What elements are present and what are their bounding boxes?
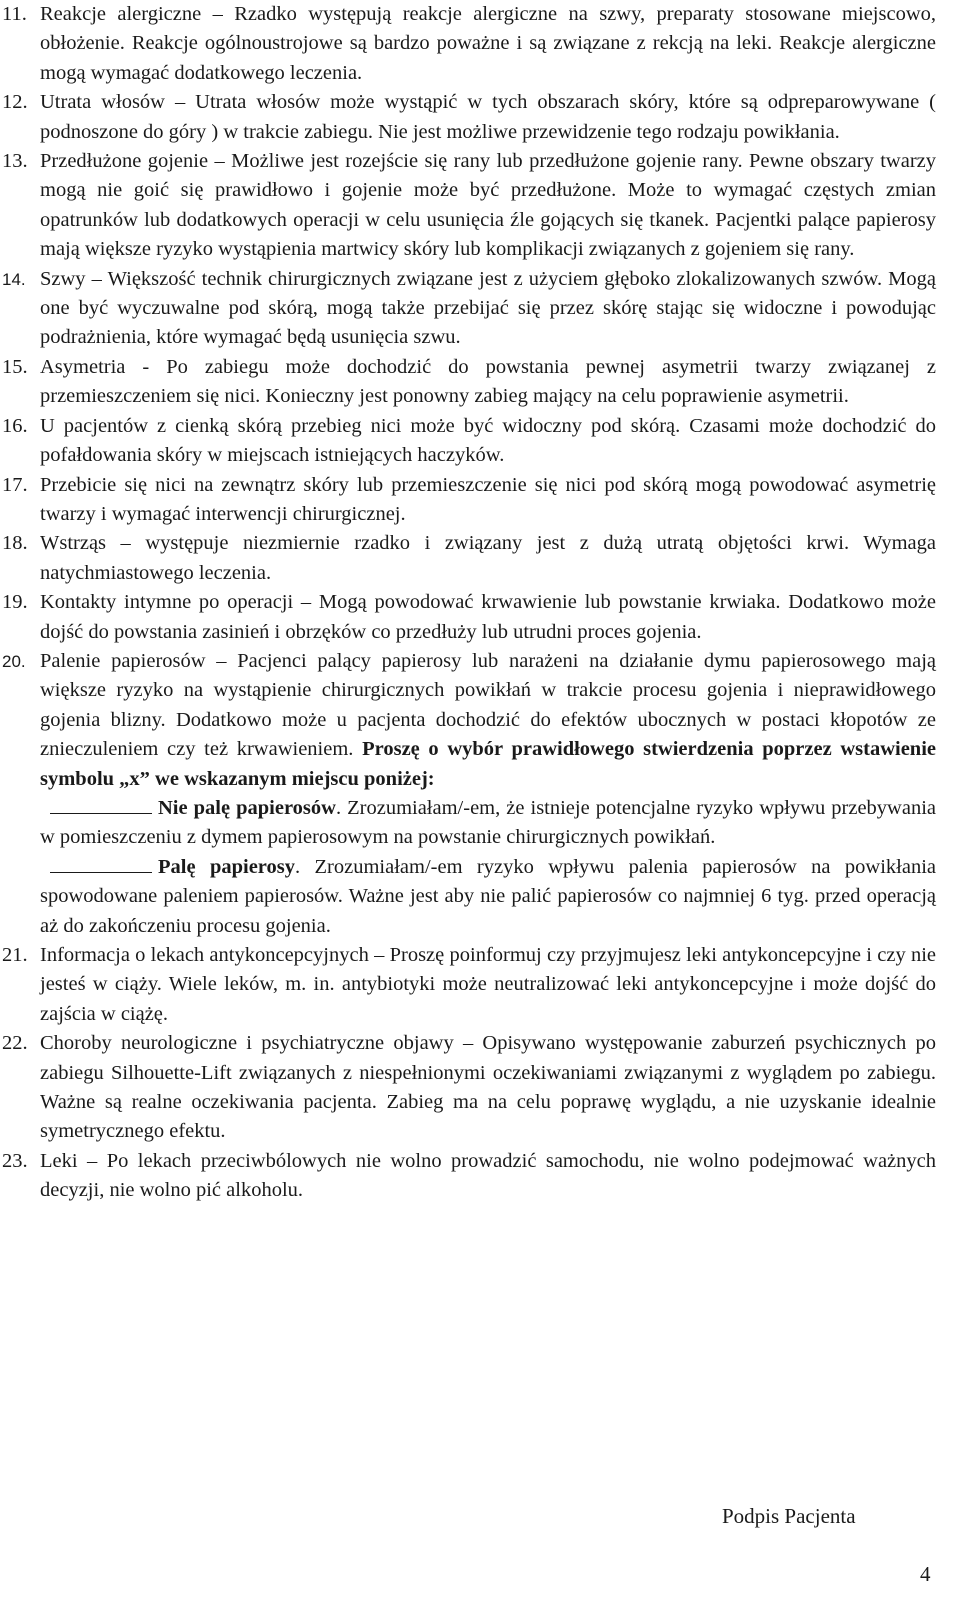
smoker-label: Palę papierosy	[158, 855, 296, 878]
list-item	[0, 1147, 936, 1206]
item-number: 16.	[2, 414, 28, 437]
list-item	[0, 588, 936, 647]
item-number: 19.	[2, 591, 28, 614]
item-number: 22.	[2, 1032, 28, 1055]
smoking-instruction: Proszę o wybór prawidłowego stwierdzenia poprzez wstawienie symbolu „x” we wskazanym miejscu poniżej:	[40, 738, 936, 790]
non-smoker-blank-field[interactable]	[50, 795, 152, 814]
list-item	[0, 0, 936, 88]
smoking-description: Palenie papierosów – Pacjenci palący papierosy lub narażeni na działanie dymu papierosowego mają większe ryzyko na wystąpienie chirurgicznych powikłań w trakcie procesu gojenia i nieprawidłowego gojenia blizny. Dodatkowo może u pacjenta dochodzić do efektów ubocznych w postaci kłopotów ze znieczuleniem czy też krwawieniem.	[40, 649, 936, 761]
list-item	[0, 147, 936, 265]
list-item	[0, 265, 936, 353]
item-number: 20.	[2, 651, 26, 671]
item-number: 18.	[2, 532, 28, 555]
item-number: 15.	[2, 355, 28, 378]
item-number: 17.	[2, 473, 28, 496]
list-item	[0, 941, 936, 1029]
smoker-text: . Zrozumiałam/-em ryzyko wpływu palenia papierosów na powikłania spowodowane paleniem papierosów. Ważne jest aby nie palić papierosów co najmniej 6 tyg. przed operacją aż do zakończeniu procesu gojenia.	[40, 855, 936, 937]
item-number: 14.	[2, 269, 26, 289]
item-number: 11.	[2, 3, 27, 25]
item-text: Wstrząs – występuje niezmiernie rzadko i związany jest z dużą utratą objętości krwi. Wymaga natychmiastowego leczenia.	[40, 532, 936, 584]
list-item	[0, 1029, 936, 1147]
page-number: 4	[920, 1562, 931, 1586]
smoker-blank-field[interactable]	[50, 854, 152, 873]
item-number: 12.	[2, 91, 28, 114]
patient-signature-label: Podpis Pacjenta	[722, 1504, 856, 1528]
item-text: U pacjentów z cienką skórą przebieg nici może być widoczny pod skórą. Czasami może dochodzić do pofałdowania skóry w miejscach istniejących haczyków.	[40, 414, 936, 467]
option-non-smoker	[40, 794, 936, 853]
item-text: Przebicie się nici na zewnątrz skóry lub przemieszczenie się nici pod skórą mogą powodować asymetrię twarzy i wymagać interwencji chirurgicznej.	[40, 473, 936, 525]
item-text: Leki – Po lekach przeciwbólowych nie wolno prowadzić samochodu, nie wolno podejmować ważnych decyzji, nie wolno pić alkoholu.	[40, 1149, 936, 1202]
list-item	[0, 88, 936, 147]
item-text: Reakcje alergiczne – Rzadko występują reakcje alergiczne na szwy, preparaty stosowane miejscowo, obłożenie. Reakcje ogólnoustrojowe są bardzo poważne i są związane z rekcją na leki. Reakcje alergiczne mogą wymagać dodatkowego leczenia.	[40, 3, 936, 84]
list-item	[0, 412, 936, 471]
item-text: Choroby neurologiczne i psychiatryczne objawy – Opisywano występowanie zaburzeń psychicznych po zabiegu Silhouette-Lift związanych z niespełnionymi oczekiwaniami związanymi z wyglądem po zabiegu. Ważne są realne oczekiwania pacjenta. Zabieg ma na celu poprawę wyglądu, a nie uzyskanie idealnie symetrycznego efektu.	[40, 1032, 936, 1143]
item-text: Przedłużone gojenie – Możliwe jest rozejście się rany lub przedłużone gojenie rany. Pewne obszary twarzy mogą nie goić się prawidłowo i gojenie może być przedłużone. Może to wymagać częstych zmian opatrunków lub dodatkowych operacji w celu usunięcia źle gojących się tkanek. Pacjentki palące papierosy mają większe ryzyko wystąpienia martwicy skóry lub komplikacji związanych z gojeniem się rany.	[40, 150, 936, 261]
non-smoker-label: Nie palę papierosów	[158, 796, 336, 819]
item-number: 21.	[2, 944, 28, 966]
list-item-smoking	[0, 647, 936, 941]
item-text: Szwy – Większość technik chirurgicznych związane jest z użyciem głęboko zlokalizowanych szwów. Mogą one być wyczuwalne pod skórą, mogą także przebijać się przez skórę stając się widoczne i powodując podrażnienia, które wymagać będą usunięcia szwu.	[40, 267, 936, 349]
option-smoker	[40, 853, 936, 941]
item-text: Informacja o lekach antykoncepcyjnych – Proszę poinformuj czy przyjmujesz leki antykoncepcyjne i czy nie jesteś w ciąży. Wiele leków, m. in. antybiotyki może neutralizować leki antykoncepcyjne i może dojść do zajścia w ciążę.	[40, 944, 936, 1025]
list-item	[0, 353, 936, 412]
item-text: Utrata włosów – Utrata włosów może wystąpić w tych obszarach skóry, które są odpreparowywane ( podnoszone do góry ) w trakcie zabiegu. Nie jest możliwe przewidzenie tego rodzaju powikłania.	[40, 91, 936, 143]
item-text	[40, 647, 936, 794]
list-item	[0, 529, 936, 588]
item-text: Kontakty intymne po operacji – Mogą powodować krwawienie lub powstanie krwiaka. Dodatkowo może dojść do powstania zasinień i obrzęków co przedłuży lub utrudni proces gojenia.	[40, 591, 936, 643]
item-number: 13.	[2, 150, 28, 173]
item-text: Asymetria - Po zabiegu może dochodzić do powstania pewnej asymetrii twarzy związanej z przemieszczeniem się nici. Konieczny jest ponowny zabieg mający na celu poprawienie asymetrii.	[40, 355, 936, 408]
non-smoker-text: . Zrozumiałam/-em, że istnieje potencjalne ryzyko wpływu przebywania w pomieszczeniu z dymem papierosowym na powstanie chirurgicznych powikłań.	[40, 796, 936, 849]
list-item	[0, 471, 936, 530]
item-number: 23.	[2, 1149, 28, 1172]
